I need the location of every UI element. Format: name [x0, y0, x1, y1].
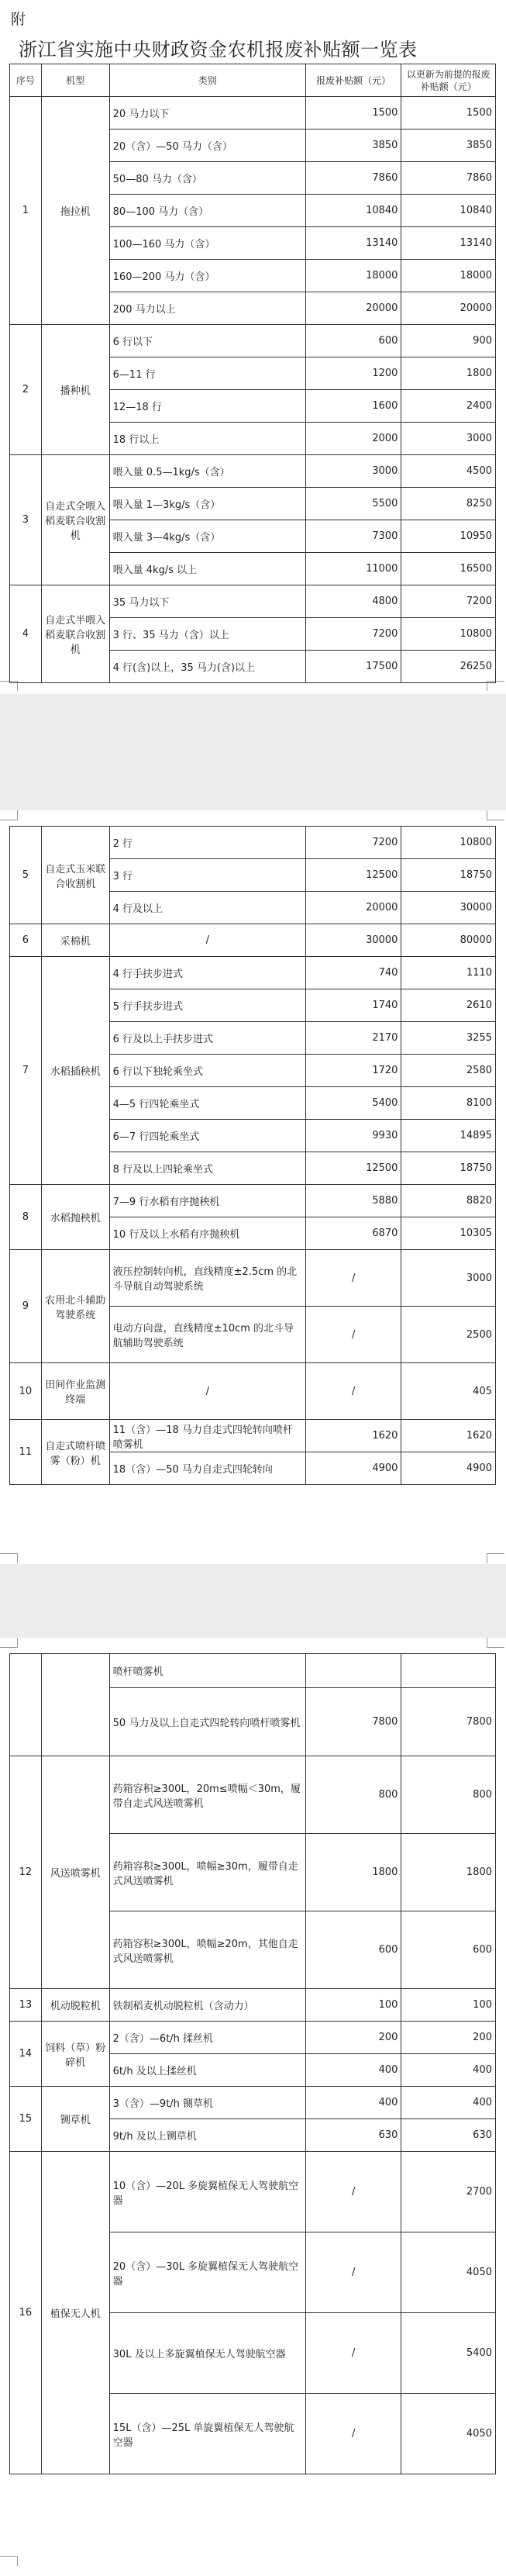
update-subsidy-value: 16500 [401, 553, 496, 585]
machine-type: 铡草机 [41, 2087, 109, 2152]
subsidy-value: 2170 [305, 1022, 401, 1055]
category-cell: 160—200 马力（含） [109, 260, 305, 292]
row-number: 4 [10, 585, 42, 683]
row-number: 9 [10, 1250, 42, 1363]
category-cell: 12—18 行 [109, 390, 305, 423]
crop-mark [0, 1638, 18, 1648]
update-subsidy-value: 3000 [401, 1250, 496, 1307]
machine-type: 植保无人机 [41, 2152, 109, 2474]
column-header-category: 类别 [109, 64, 305, 97]
category-cell: 3（含）—9t/h 铡草机 [109, 2087, 305, 2119]
subsidy-value: 18000 [305, 260, 401, 292]
update-subsidy-value: 10305 [401, 1217, 496, 1250]
update-subsidy-value: 1800 [401, 1834, 496, 1911]
subsidy-value: 1720 [305, 1055, 401, 1087]
crop-mark [487, 1638, 504, 1648]
table-row [10, 455, 496, 488]
category-cell: 10（含）—20L 多旋翼植保无人驾驶航空器 [109, 2152, 305, 2232]
document-page-2 [0, 810, 506, 1564]
update-subsidy-value: 2400 [401, 390, 496, 423]
category-cell: 4 行手扶步进式 [109, 957, 305, 989]
subsidy-value: 600 [305, 325, 401, 357]
category-cell: 18 行以上 [109, 423, 305, 455]
row-number: 1 [10, 97, 42, 325]
crop-mark [0, 1553, 18, 1563]
update-subsidy-value: 10800 [401, 618, 496, 651]
update-subsidy-value [401, 1654, 496, 1688]
row-number: 12 [10, 1756, 42, 1989]
subsidy-value: 630 [305, 2119, 401, 2152]
update-subsidy-value: 10950 [401, 520, 496, 553]
subsidy-value: 5880 [305, 1185, 401, 1217]
subsidy-value: 1620 [305, 1420, 401, 1452]
machine-type: 自走式喷杆喷雾（粉）机 [41, 1420, 109, 1485]
row-number: 3 [10, 455, 42, 585]
update-subsidy-value: 3000 [401, 423, 496, 455]
subsidy-value: 6870 [305, 1217, 401, 1250]
category-cell: 铁制稻麦机动脱粒机（含动力） [109, 1989, 305, 2022]
machine-type: 饲料（草）粉碎机 [41, 2022, 109, 2087]
row-number: 6 [10, 924, 42, 957]
table-row [10, 1989, 496, 2022]
subsidy-value: 1600 [305, 390, 401, 423]
table-row [10, 97, 496, 129]
subsidy-value: 7800 [305, 1688, 401, 1756]
subsidy-value: / [305, 2394, 401, 2474]
subsidy-value: 1500 [305, 97, 401, 129]
category-cell: 2 行 [109, 827, 305, 859]
row-number: 13 [10, 1989, 42, 2022]
update-subsidy-value: 3255 [401, 1022, 496, 1055]
subsidy-value: / [305, 2152, 401, 2232]
subsidy-value: 600 [305, 1911, 401, 1989]
crop-mark [487, 810, 504, 820]
subsidy-value: 400 [305, 2054, 401, 2087]
category-cell: / [109, 924, 305, 957]
category-cell: 喂入量 3—4kg/s（含） [109, 520, 305, 553]
machine-type: 水稻插秧机 [41, 957, 109, 1185]
update-subsidy-value: 2500 [401, 1307, 496, 1363]
subsidy-value: 30000 [305, 924, 401, 957]
category-cell: 200 马力以上 [109, 292, 305, 325]
table-row [10, 957, 496, 989]
update-subsidy-value: 8250 [401, 488, 496, 520]
subsidy-value: / [305, 1307, 401, 1363]
update-subsidy-value: 5400 [401, 2313, 496, 2394]
subsidy-value: 800 [305, 1756, 401, 1834]
subsidy-value: 7300 [305, 520, 401, 553]
category-cell: 6 行及以上手扶步进式 [109, 1022, 305, 1055]
subsidy-value [305, 1654, 401, 1688]
subsidy-value: 17500 [305, 651, 401, 683]
subsidy-value: 3850 [305, 129, 401, 162]
table-row [10, 1756, 496, 1834]
category-cell: 20（含）—30L 多旋翼植保无人驾驶航空器 [109, 2232, 305, 2313]
update-subsidy-value: 7860 [401, 162, 496, 195]
table-row [10, 1185, 496, 1217]
machine-type: 自走式玉米联合收割机 [41, 827, 109, 924]
table-row [10, 2022, 496, 2054]
row-number: 16 [10, 2152, 42, 2474]
machine-type: 农用北斗辅助驾驶系统 [41, 1250, 109, 1363]
subsidy-value: 12500 [305, 1152, 401, 1185]
update-subsidy-value: 1800 [401, 357, 496, 390]
category-cell: 2（含）—6t/h 揉丝机 [109, 2022, 305, 2054]
row-number: 15 [10, 2087, 42, 2152]
update-subsidy-value: 800 [401, 1756, 496, 1834]
category-cell: 8 行及以上四轮乘坐式 [109, 1152, 305, 1185]
category-cell: 9t/h 及以上铡草机 [109, 2119, 305, 2152]
update-subsidy-value: 7800 [401, 1688, 496, 1756]
category-cell: 6 行以下 [109, 325, 305, 357]
subsidy-value: 13140 [305, 227, 401, 260]
update-subsidy-value: 18000 [401, 260, 496, 292]
column-header-update: 以更新为前提的报废补贴额（元） [401, 64, 496, 97]
subsidy-value: 11000 [305, 553, 401, 585]
subsidy-value: 200 [305, 2022, 401, 2054]
table-row [10, 585, 496, 618]
update-subsidy-value: 30000 [401, 892, 496, 924]
update-subsidy-value: 26250 [401, 651, 496, 683]
subsidy-value: 20000 [305, 892, 401, 924]
document-title: 浙江省实施中央财政资金农机报废补贴额一览表 [19, 39, 418, 60]
category-cell: 药箱容积≥300L，喷幅≥30m，履带自走式风送喷雾机 [109, 1834, 305, 1911]
category-cell: 10 行及以上水稻有序抛秧机 [109, 1217, 305, 1250]
category-cell: 7—9 行水稻有序抛秧机 [109, 1185, 305, 1217]
table-row [10, 1363, 496, 1420]
row-number: 2 [10, 325, 42, 455]
subsidy-value: 20000 [305, 292, 401, 325]
update-subsidy-value: 1500 [401, 97, 496, 129]
subsidy-value: 740 [305, 957, 401, 989]
category-cell: 6—11 行 [109, 357, 305, 390]
row-number: 10 [10, 1363, 42, 1420]
category-cell: 3 行、35 马力（含）以上 [109, 618, 305, 651]
subsidy-value: 1800 [305, 1834, 401, 1911]
machine-type: 机动脱粒机 [41, 1989, 109, 2022]
category-cell: / [109, 1363, 305, 1420]
subsidy-value: / [305, 1363, 401, 1420]
table-row [10, 1420, 496, 1452]
category-cell: 6 行以下独轮乘坐式 [109, 1055, 305, 1087]
table-row [10, 827, 496, 859]
update-subsidy-value: 7200 [401, 585, 496, 618]
crop-mark [0, 2556, 18, 2566]
category-cell: 50—80 马力（含） [109, 162, 305, 195]
crop-mark [487, 1553, 504, 1563]
subsidy-value: 7200 [305, 618, 401, 651]
machine-type: 风送喷雾机 [41, 1756, 109, 1989]
category-cell: 电动方向盘，直线精度±10cm 的北斗导航辅助驾驶系统 [109, 1307, 305, 1363]
machine-type: 拖拉机 [41, 97, 109, 325]
table-header-row [10, 64, 496, 97]
update-subsidy-value: 2580 [401, 1055, 496, 1087]
update-subsidy-value: 10800 [401, 827, 496, 859]
subsidy-value: 4800 [305, 585, 401, 618]
subsidy-value: 7860 [305, 162, 401, 195]
category-cell: 6t/h 及以上揉丝机 [109, 2054, 305, 2087]
row-number-cell [10, 1654, 42, 1756]
subsidy-value: 9930 [305, 1120, 401, 1152]
update-subsidy-value: 1620 [401, 1420, 496, 1452]
category-cell: 4—5 行四轮乘坐式 [109, 1087, 305, 1120]
update-subsidy-value: 400 [401, 2087, 496, 2119]
category-cell: 35 马力以下 [109, 585, 305, 618]
update-subsidy-value: 10840 [401, 195, 496, 227]
category-cell: 液压控制转向机，直线精度±2.5cm 的北斗导航自动驾驶系统 [109, 1250, 305, 1307]
subsidy-value: 100 [305, 1989, 401, 2022]
subsidy-value: / [305, 2313, 401, 2394]
update-subsidy-value: 4900 [401, 1452, 496, 1485]
row-number: 11 [10, 1420, 42, 1485]
update-subsidy-value: 100 [401, 1989, 496, 2022]
table-row [10, 1654, 496, 1688]
row-number: 7 [10, 957, 42, 1185]
subsidy-value: 3000 [305, 455, 401, 488]
machine-type-cell [41, 1654, 109, 1756]
category-cell: 药箱容积≥300L，喷幅≥20m，其他自走式风送喷雾机 [109, 1911, 305, 1989]
row-number: 5 [10, 827, 42, 924]
category-cell: 4 行及以上 [109, 892, 305, 924]
table-row [10, 924, 496, 957]
update-subsidy-value: 1110 [401, 957, 496, 989]
table-row [10, 325, 496, 357]
update-subsidy-value: 14895 [401, 1120, 496, 1152]
category-cell: 50 马力及以上自走式四轮转向喷杆喷雾机 [109, 1688, 305, 1756]
category-cell: 80—100 马力（含） [109, 195, 305, 227]
category-cell: 11（含）—18 马力自走式四轮转向喷杆喷雾机 [109, 1420, 305, 1452]
machine-type: 水稻抛秧机 [41, 1185, 109, 1250]
update-subsidy-value: 200 [401, 2022, 496, 2054]
subsidy-value: 12500 [305, 859, 401, 892]
subsidy-value: 7200 [305, 827, 401, 859]
subsidy-value: / [305, 2232, 401, 2313]
category-cell: 6—7 行四轮乘坐式 [109, 1120, 305, 1152]
subsidy-value: 4900 [305, 1452, 401, 1485]
update-subsidy-value: 405 [401, 1363, 496, 1420]
update-subsidy-value: 2610 [401, 989, 496, 1022]
update-subsidy-value: 8820 [401, 1185, 496, 1217]
update-subsidy-value: 630 [401, 2119, 496, 2152]
machine-type: 田间作业监测终端 [41, 1363, 109, 1420]
category-cell: 喷杆喷雾机 [109, 1654, 305, 1688]
subsidy-value: 10840 [305, 195, 401, 227]
update-subsidy-value: 4050 [401, 2394, 496, 2474]
category-cell: 4 行(含)以上，35 马力(含)以上 [109, 651, 305, 683]
update-subsidy-value: 900 [401, 325, 496, 357]
table-row [10, 1250, 496, 1307]
machine-type: 采棉机 [41, 924, 109, 957]
category-cell: 20 马力以下 [109, 97, 305, 129]
update-subsidy-value: 400 [401, 2054, 496, 2087]
category-cell: 18（含）—50 马力自走式四轮转向 [109, 1452, 305, 1485]
update-subsidy-value: 3850 [401, 129, 496, 162]
crop-mark [0, 810, 18, 820]
machine-type: 播种机 [41, 325, 109, 455]
subsidy-value: 1200 [305, 357, 401, 390]
update-subsidy-value: 4500 [401, 455, 496, 488]
update-subsidy-value: 2700 [401, 2152, 496, 2232]
row-number: 8 [10, 1185, 42, 1250]
update-subsidy-value: 18750 [401, 859, 496, 892]
table-row [10, 2087, 496, 2119]
update-subsidy-value: 80000 [401, 924, 496, 957]
update-subsidy-value: 8100 [401, 1087, 496, 1120]
update-subsidy-value: 13140 [401, 227, 496, 260]
update-subsidy-value: 600 [401, 1911, 496, 1989]
category-cell: 喂入量 0.5—1kg/s（含） [109, 455, 305, 488]
document-page-3 [0, 1638, 506, 2576]
column-header-subsidy: 报废补贴额（元） [305, 64, 401, 97]
machine-type: 自走式半喂入稻麦联合收割机 [41, 585, 109, 683]
category-cell: 喂入量 1—3kg/s（含） [109, 488, 305, 520]
subsidy-value: 400 [305, 2087, 401, 2119]
subsidy-value: 2000 [305, 423, 401, 455]
category-cell: 喂入量 4kg/s 以上 [109, 553, 305, 585]
attachment-label: 附 [11, 11, 26, 28]
update-subsidy-value: 4050 [401, 2232, 496, 2313]
category-cell: 30L 及以上多旋翼植保无人驾驶航空器 [109, 2313, 305, 2394]
table-row [10, 2152, 496, 2232]
category-cell: 5 行手扶步进式 [109, 989, 305, 1022]
category-cell: 100—160 马力（含） [109, 227, 305, 260]
subsidy-value: 5500 [305, 488, 401, 520]
column-header-type: 机型 [41, 64, 109, 97]
subsidy-value: / [305, 1250, 401, 1307]
column-header-no: 序号 [10, 64, 42, 97]
category-cell: 20（含）—50 马力（含） [109, 129, 305, 162]
subsidy-value: 1740 [305, 989, 401, 1022]
row-number: 14 [10, 2022, 42, 2087]
document-page-1 [0, 0, 506, 694]
subsidy-value: 5400 [305, 1087, 401, 1120]
category-cell: 3 行 [109, 859, 305, 892]
update-subsidy-value: 18750 [401, 1152, 496, 1185]
machine-type: 自走式全喂入稻麦联合收割机 [41, 455, 109, 585]
category-cell: 药箱容积≥300L，20m≤喷幅＜30m，履带自走式风送喷雾机 [109, 1756, 305, 1834]
category-cell: 15L（含）—25L 单旋翼植保无人驾驶航空器 [109, 2394, 305, 2474]
update-subsidy-value: 20000 [401, 292, 496, 325]
